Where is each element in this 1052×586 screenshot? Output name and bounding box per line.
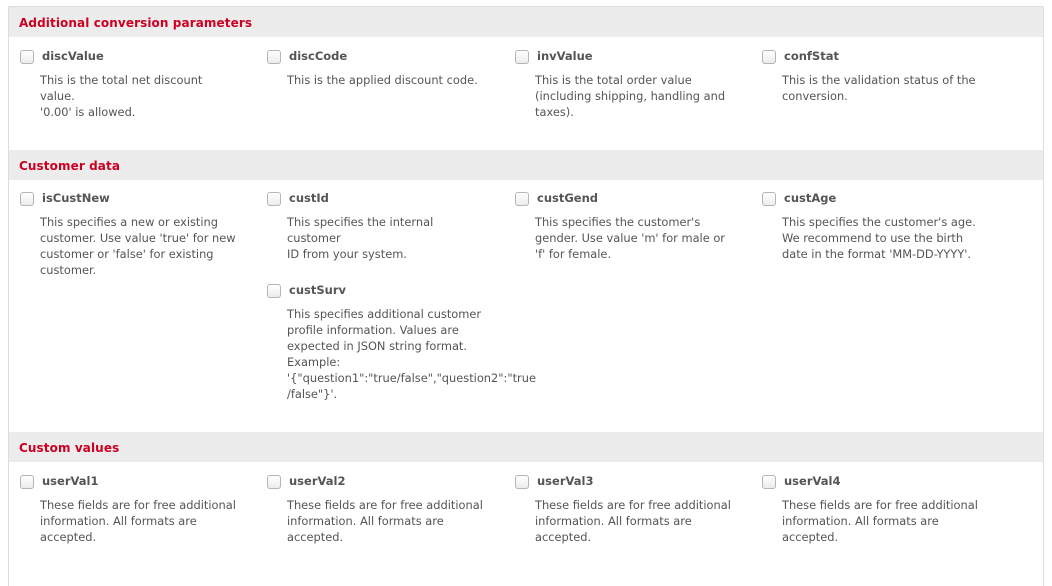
parameters-panel: [8, 6, 1044, 586]
field-description: This specifies a new or existing customer. Use value 'true' for new customer or 'false' for existing customer.: [40, 215, 236, 277]
field-description: These fields are for free additional information. All formats are accepted.: [535, 498, 731, 544]
field-description: This is the applied discount code.: [287, 73, 478, 87]
field-custGend: [515, 190, 735, 262]
field-name: discValue: [42, 49, 104, 63]
field-confStat: [762, 48, 982, 104]
field-name: invValue: [537, 49, 593, 63]
field-name: custGend: [537, 191, 599, 205]
field-name: userVal1: [42, 474, 99, 488]
field-userVal3: [515, 473, 735, 545]
field-description: These fields are for free additional information. All formats are accepted.: [40, 498, 236, 544]
field-discCode: [267, 48, 487, 88]
checkbox-custGend[interactable]: [515, 192, 529, 206]
checkbox-userVal1[interactable]: [20, 475, 34, 489]
field-description: This specifies the internal customer ID from your system.: [287, 215, 434, 261]
checkbox-custAge[interactable]: [762, 192, 776, 206]
field-name: confStat: [784, 49, 839, 63]
field-description: This is the validation status of the conversion.: [782, 73, 976, 103]
field-invValue: [515, 48, 735, 120]
field-name: custId: [289, 191, 329, 205]
field-name: discCode: [289, 49, 348, 63]
section-header-conversion: [9, 7, 1043, 37]
field-name: isCustNew: [42, 191, 110, 205]
field-description: This specifies the customer's gender. Use value 'm' for male or 'f' for female.: [535, 215, 725, 261]
field-userVal1: [20, 473, 240, 545]
field-description: This is the total order value (including shipping, handling and taxes).: [535, 73, 726, 119]
field-description: These fields are for free additional information. All formats are accepted.: [782, 498, 978, 544]
field-custId: [267, 190, 487, 262]
checkbox-userVal3[interactable]: [515, 475, 529, 489]
field-userVal2: [267, 473, 487, 545]
checkbox-custId[interactable]: [267, 192, 281, 206]
checkbox-userVal4[interactable]: [762, 475, 776, 489]
section-title: Custom values: [19, 441, 120, 455]
field-name: userVal3: [537, 474, 594, 488]
checkbox-custSurv[interactable]: [267, 284, 281, 298]
checkbox-confStat[interactable]: [762, 50, 776, 64]
checkbox-invValue[interactable]: [515, 50, 529, 64]
field-description: These fields are for free additional information. All formats are accepted.: [287, 498, 483, 544]
section-title: Customer data: [19, 159, 121, 173]
field-userVal4: [762, 473, 982, 545]
checkbox-isCustNew[interactable]: [20, 192, 34, 206]
field-custSurv: [267, 282, 547, 402]
field-description: This is the total net discount value. '0.00' is allowed.: [40, 73, 203, 119]
field-name: custAge: [784, 191, 837, 205]
field-name: userVal2: [289, 474, 346, 488]
field-description: This specifies additional customer profile information. Values are expected in JSON string format. Example: '{"question1":"true/false","question2":"true /false"}'.: [287, 307, 536, 401]
section-header-customer: [9, 150, 1043, 180]
field-name: userVal4: [784, 474, 841, 488]
field-description: This specifies the customer's age. We recommend to use the birth date in the format 'MM-DD-YYYY'.: [782, 215, 976, 261]
field-custAge: [762, 190, 982, 262]
section-header-custom: [9, 432, 1043, 462]
field-discValue: [20, 48, 240, 120]
section-title: Additional conversion parameters: [19, 16, 253, 30]
field-isCustNew: [20, 190, 240, 278]
checkbox-discCode[interactable]: [267, 50, 281, 64]
checkbox-discValue[interactable]: [20, 50, 34, 64]
checkbox-userVal2[interactable]: [267, 475, 281, 489]
field-name: custSurv: [289, 283, 346, 297]
